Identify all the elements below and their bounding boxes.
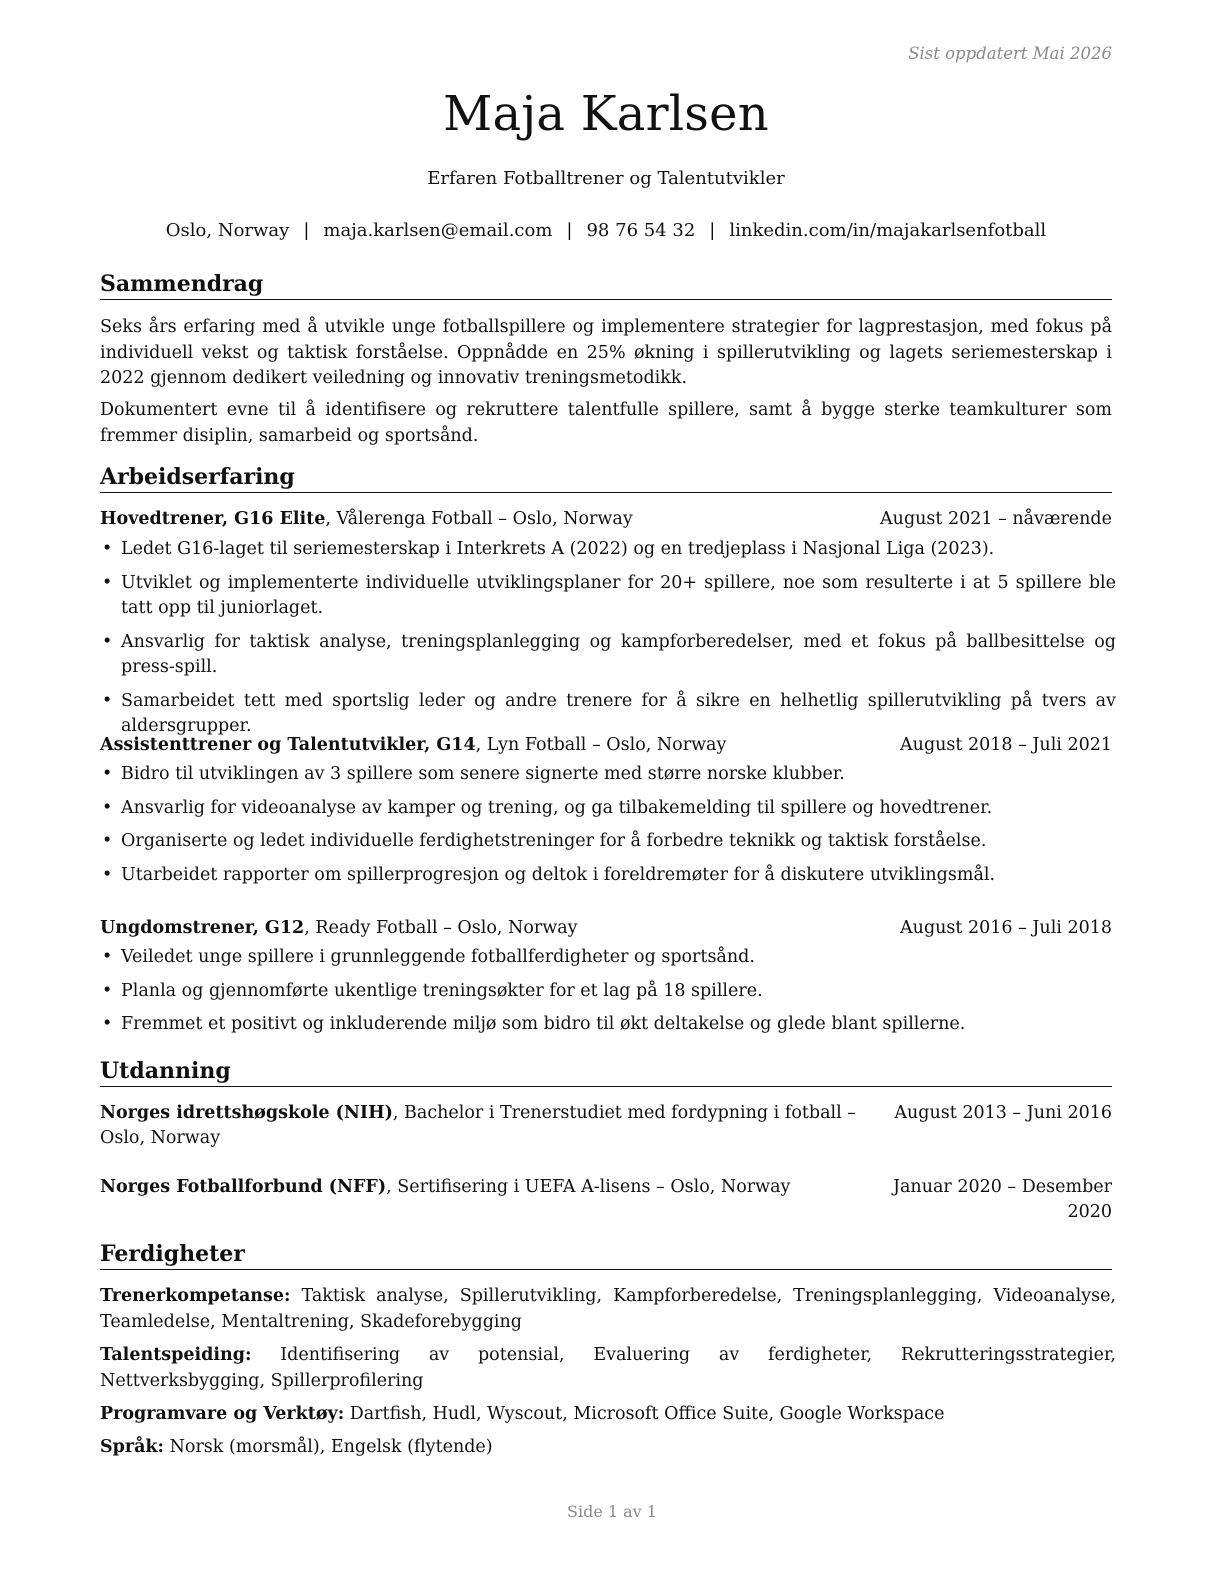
skill-label: Språk: [100, 1437, 165, 1457]
job-dates: August 2016 – Juli 2018 [900, 918, 1112, 938]
page-number: Side 1 av 1 [567, 1502, 657, 1521]
section-title-education: Utdanning [100, 1057, 1112, 1087]
job-role: Assistenttrener og Talentutvikler, G14 [100, 735, 476, 755]
list-item: • Organiserte og ledet individuelle ferdighetstreninger for å forbedre teknikk og taktisk forståelse. [100, 829, 1116, 855]
contact-email[interactable]: maja.karlsen@email.com [323, 220, 553, 241]
skill-value: Taktisk analyse, Spillerutvikling, Kampforberedelse, Treningsplanlegging, Videoanalyse, Teamledelse, Mentaltrening, Skadeforebygging [100, 1286, 1116, 1332]
summary-paragraph: Seks års erfaring med å utvikle unge fotballspillere og implementere strategier for lagprestasjon, med fokus på individuell vekst og taktisk forståelse. Oppnådde en 25% økning i spillerutvikling og lagets seriemesterskap i 2022 gjennom dedikert veiledning og innovativ treningsmetodikk. [100, 317, 1112, 388]
section-title-skills: Ferdigheter [100, 1240, 1112, 1270]
job-org: , Vålerenga Fotball – Oslo, Norway [325, 509, 633, 529]
candidate-name: Maja Karlsen [443, 86, 769, 142]
list-item: • Veiledet unge spillere i grunnleggende fotballferdigheter og sportsånd. [100, 945, 1116, 971]
section-title-experience: Arbeidserfaring [100, 463, 1112, 493]
skill-line [100, 1435, 1116, 1461]
contact-linkedin[interactable]: linkedin.com/in/majakarlsenfotball [729, 220, 1047, 241]
list-item: • Samarbeidet tett med sportslig leder og andre trenere for å sikre en helhetlig spillerutvikling på tvers av aldersgrupper. [100, 689, 1116, 740]
education-item [100, 1101, 1112, 1151]
skill-label: Talentspeiding: [100, 1345, 252, 1365]
contact-separator: | [566, 220, 573, 241]
job-org: , Ready Fotball – Oslo, Norway [304, 918, 578, 938]
contact-location: Oslo, Norway [165, 220, 290, 241]
skill-line [100, 1343, 1116, 1394]
skill-value: Norsk (morsmål), Engelsk (flytende) [164, 1437, 493, 1457]
list-item: • Utarbeidet rapporter om spillerprogresjon og deltok i foreldremøter for å diskutere utviklingsmål. [100, 863, 1116, 889]
job-header [100, 916, 1112, 941]
education-dates: Januar 2020 – Desember 2020 [892, 1177, 1112, 1222]
job-org: , Lyn Fotball – Oslo, Norway [475, 735, 727, 755]
job-bullets [100, 537, 1116, 748]
job-header [100, 507, 1112, 532]
list-item: • Fremmet et positivt og inkluderende miljø som bidro til økt deltakelse og glede blant spillerne. [100, 1012, 1116, 1038]
list-item: • Bidro til utviklingen av 3 spillere som senere signerte med større norske klubber. [100, 762, 1116, 788]
list-item: • Ledet G16-laget til seriemesterskap i Interkrets A (2022) og en tredjeplass i Nasjonal Liga (2023). [100, 537, 1116, 563]
skill-label: Programvare og Verktøy: [100, 1404, 345, 1424]
job-dates: August 2018 – Juli 2021 [900, 735, 1112, 755]
contact-phone: 98 76 54 32 [586, 220, 696, 241]
headline: Erfaren Fotballtrener og Talentutvikler [427, 168, 785, 189]
education-detail: , Sertifisering i UEFA A-lisens – Oslo, Norway [386, 1177, 791, 1197]
education-school: Norges Fotballforbund (NFF) [100, 1177, 387, 1197]
job-bullets [100, 762, 1116, 896]
education-detail: , Bachelor i Trenerstudiet med fordypning i fotball – Oslo, Norway [100, 1103, 857, 1148]
list-item: • Utviklet og implementerte individuelle utviklingsplaner for 20+ spillere, noe som resulterte i at 5 spillere ble tatt opp til juniorlaget. [100, 571, 1116, 622]
section-title-summary: Sammendrag [100, 270, 1112, 300]
skill-line [100, 1284, 1116, 1335]
job-header [100, 733, 1112, 758]
education-item [100, 1175, 1112, 1225]
job-role: Ungdomstrener, G12 [100, 918, 305, 938]
skill-line [100, 1402, 1116, 1428]
education-school: Norges idrettshøgskole (NIH) [100, 1103, 393, 1123]
list-item: • Ansvarlig for videoanalyse av kamper og trening, og ga tilbakemelding til spillere og hovedtrener. [100, 796, 1116, 822]
skill-label: Trenerkompetanse: [100, 1286, 291, 1306]
skill-value: Identifisering av potensial, Evaluering av ferdigheter, Rekrutteringsstrategier, Nettverksbygging, Spillerprofilering [100, 1345, 1116, 1391]
last-updated: Sist oppdatert Mai 2026 [908, 44, 1112, 63]
skill-value: Dartfish, Hudl, Wyscout, Microsoft Office Suite, Google Workspace [344, 1404, 945, 1424]
contact-separator: | [303, 220, 310, 241]
list-item: • Planla og gjennomførte ukentlige treningsøkter for et lag på 18 spillere. [100, 979, 1116, 1005]
job-dates: August 2021 – nåværende [880, 509, 1112, 529]
contact-line [100, 220, 1112, 241]
contact-separator: | [709, 220, 716, 241]
list-item: • Ansvarlig for taktisk analyse, treningsplanlegging og kampforberedelser, med et fokus på ballbesittelse og press-spill. [100, 630, 1116, 681]
education-dates: August 2013 – Juni 2016 [894, 1103, 1112, 1123]
job-bullets [100, 945, 1116, 1046]
job-role: Hovedtrener, G16 Elite [100, 509, 326, 529]
summary-paragraph: Dokumentert evne til å identifisere og rekruttere talentfulle spillere, samt å bygge sterke teamkulturer som fremmer disiplin, samarbeid og sportsånd. [100, 400, 1112, 446]
